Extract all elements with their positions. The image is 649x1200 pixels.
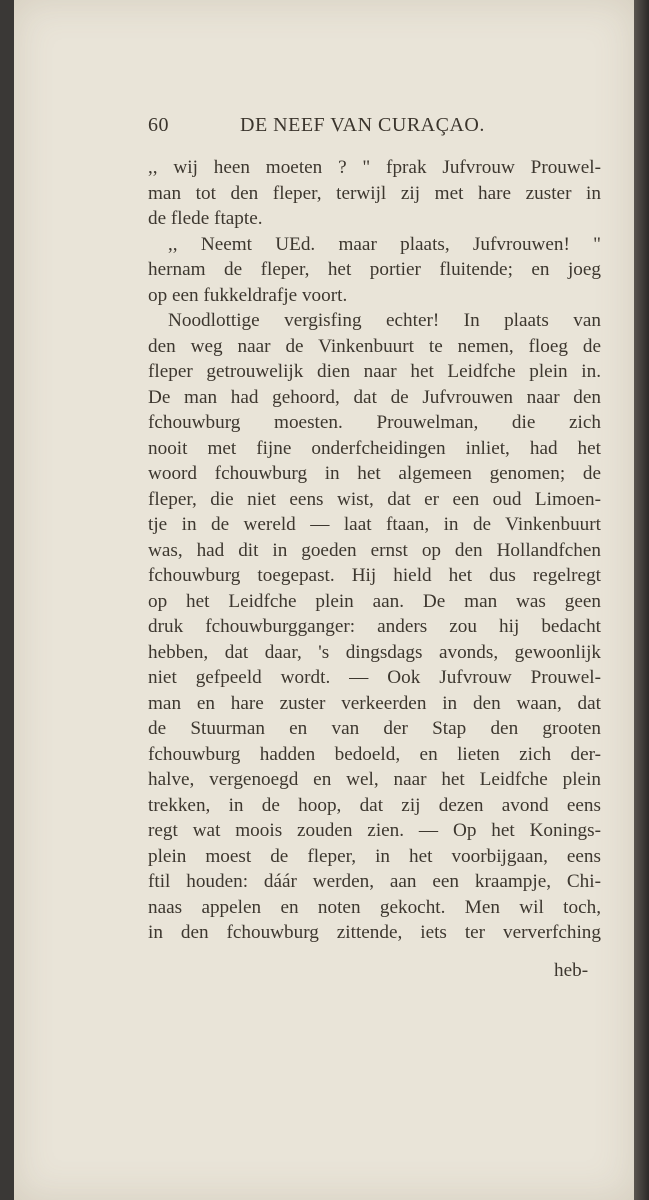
text-line: fchouwburg hadden bedoeld, en lieten zich der- bbox=[148, 743, 601, 765]
text-line: in den fchouwburg zittende, iets ter ververfching bbox=[148, 922, 601, 943]
text-line: plein moest de fleper, in het voorbijgaan, eens bbox=[148, 845, 601, 867]
page-header bbox=[148, 114, 610, 144]
text-line: de Stuurman en van der Stap den grooten bbox=[148, 718, 601, 739]
text-line: trekken, in de hoop, dat zij dezen avond eens bbox=[148, 794, 601, 816]
text-line: op het Leidfche plein aan. De man was geen bbox=[148, 590, 601, 612]
text-line: druk fchouwburgganger: anders zou hij bedacht bbox=[148, 616, 601, 637]
text-line: tje in de wereld — laat ftaan, in de Vinkenbuurt bbox=[148, 514, 601, 535]
text-line: fchouwburg toegepast. Hij hield het dus regelregt bbox=[148, 565, 601, 586]
text-line: de flede ftapte. bbox=[148, 208, 263, 229]
running-title: DE NEEF VAN CURAÇAO. bbox=[240, 114, 485, 136]
text-line: ftil houden: dáár werden, aan een kraampje, Chi- bbox=[148, 871, 601, 892]
text-line: den weg naar de Vinkenbuurt te nemen, floeg de bbox=[148, 335, 601, 357]
text-line: hebben, dat daar, 's dingsdags avonds, gewoonlijk bbox=[148, 641, 601, 663]
book-edge bbox=[634, 0, 649, 1200]
page-number: 60 bbox=[148, 114, 169, 136]
text-line: hernam de fleper, het portier fluitende; en joeg bbox=[148, 259, 601, 280]
text-line: niet gefpeeld wordt. — Ook Jufvrouw Prouwel- bbox=[148, 667, 601, 688]
text-line: naas appelen en noten gekocht. Men wil toch, bbox=[148, 896, 601, 918]
text-line: De man had gehoord, dat de Jufvrouwen naar den bbox=[148, 386, 601, 408]
text-line: op een fukkeldrafje voort. bbox=[148, 284, 348, 306]
text-line: Noodlottige vergisfing echter! In plaats van bbox=[168, 310, 601, 331]
text-line: man en hare zuster verkeerden in den waan, dat bbox=[148, 692, 601, 714]
text-line: ,, Neemt UEd. maar plaats, Jufvrouwen! " bbox=[168, 233, 601, 255]
text-line: fchouwburg moesten. Prouwelman, die zich bbox=[148, 412, 601, 433]
text-line: regt wat moois zouden zien. — Op het Konings- bbox=[148, 820, 601, 841]
text-line: fleper getrouwelijk dien naar het Leidfche plein in. bbox=[148, 361, 601, 382]
text-line: halve, vergenoegd en wel, naar het Leidfche plein bbox=[148, 769, 601, 790]
text-line: was, had dit in goeden ernst op den Hollandfchen bbox=[148, 539, 601, 561]
catchword: heb- bbox=[554, 960, 589, 981]
text-line: woord fchouwburg in het algemeen genomen; de bbox=[148, 463, 601, 484]
text-line: nooit met fijne onderfcheidingen inliet, had het bbox=[148, 437, 601, 459]
book-page bbox=[14, 0, 634, 1200]
body-text bbox=[148, 155, 601, 946]
text-line: ,, wij heen moeten ? " fprak Jufvrouw Prouwel- bbox=[148, 157, 601, 178]
text-line: fleper, die niet eens wist, dat er een oud Limoen- bbox=[148, 488, 601, 510]
text-line: man tot den fleper, terwijl zij met hare zuster in bbox=[148, 182, 601, 204]
